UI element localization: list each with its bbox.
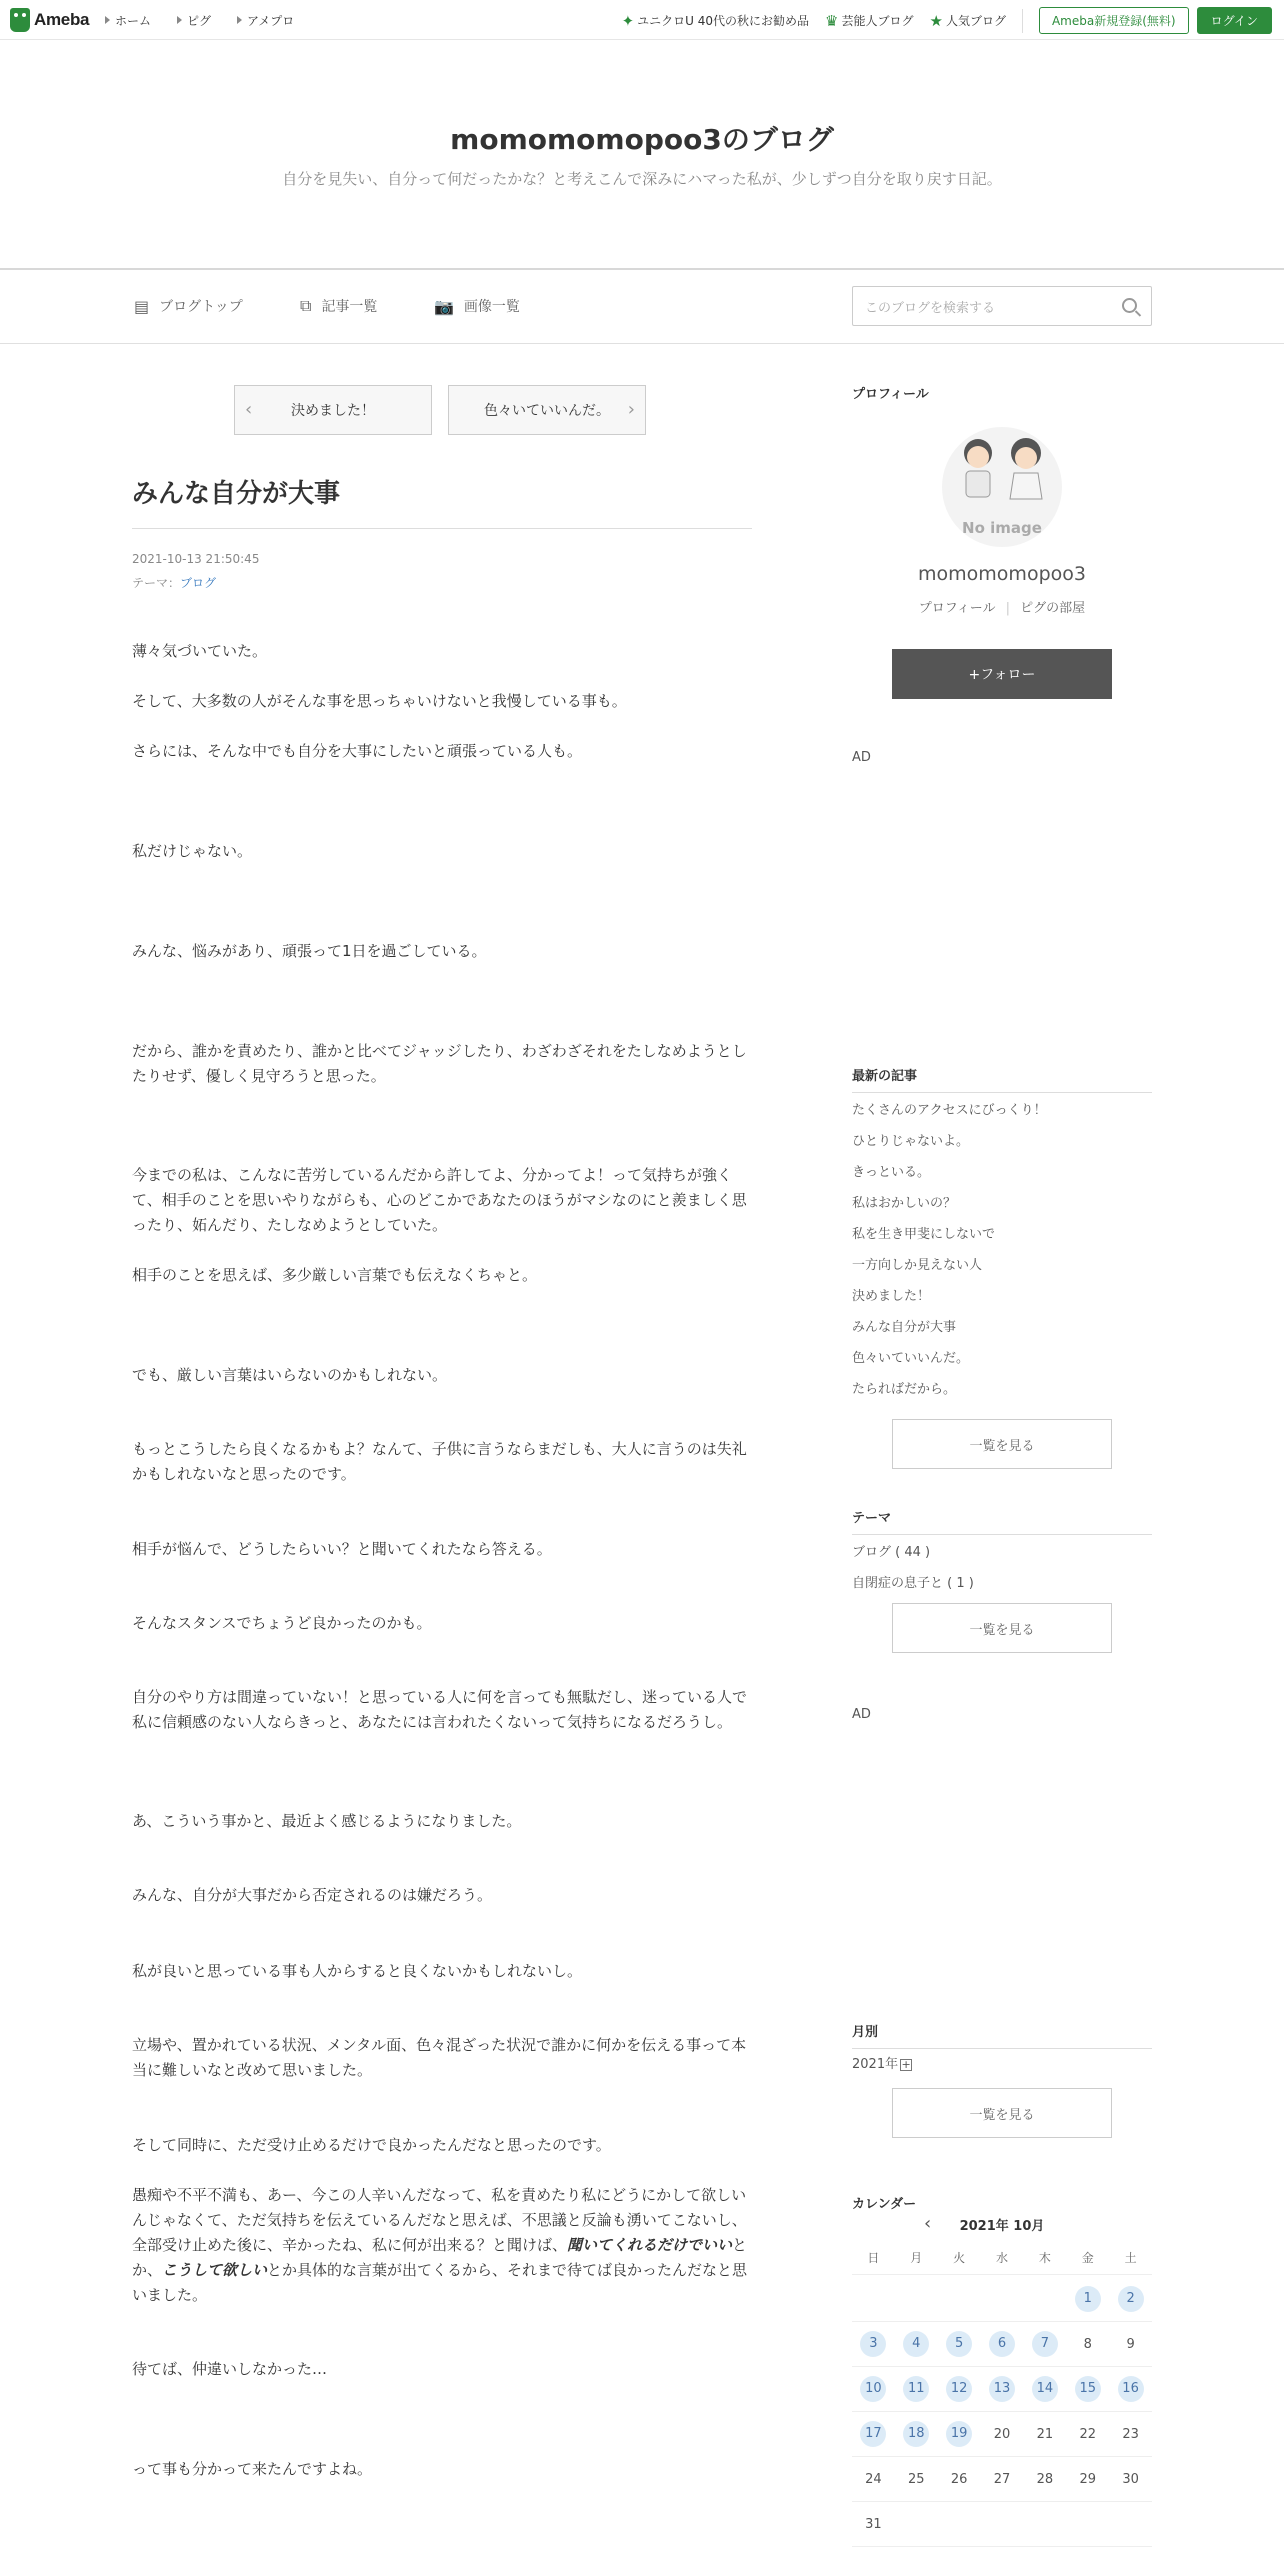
paragraph: だから、誰かを責めたり、誰かと比べてジャッジしたり、わざわざそれをたしなめようとしたりせず、優しく見守ろうと思った。 <box>132 1042 747 1085</box>
theme-link[interactable]: 自閉症の息子と ( 1 ) <box>852 1576 974 1591</box>
monthly-section <box>852 2021 1152 2138</box>
article-meta <box>132 547 259 595</box>
calendar-week <box>852 2277 1152 2322</box>
celebrity-blog-link[interactable]: ♛ 芸能人ブログ <box>825 11 914 30</box>
theme-link[interactable]: ブログ <box>180 576 217 590</box>
month-item[interactable]: 2021年 + <box>852 2057 911 2072</box>
blog-description: 自分を見失い、自分って何だったかな？と考えこんで深みにハマった私が、少しずつ自分を取り戻す日記。 <box>282 170 1002 188</box>
weekday-label: 日 <box>867 2251 880 2265</box>
global-header-right <box>606 7 1272 34</box>
recent-article-link[interactable]: みんな自分が大事 <box>852 1320 957 1335</box>
nav-image-list[interactable]: 📷 画像一覧 <box>434 296 520 316</box>
calendar-day[interactable]: 14 <box>1023 2376 1066 2402</box>
paragraph: 自分のやり方は間違っていない！と思っている人に何を言っても無駄だし、迷っている人で私に信頼感のない人ならきっと、あなたには言われたくないって気持ちになるだろうし。 <box>132 1688 748 1731</box>
popular-blog-link[interactable]: ★ 人気ブログ <box>929 11 1006 30</box>
paragraph: 今までの私は、こんなに苦労しているんだから許してよ、分かってよ！って気持ちが強くて、相手のことを思いやりながらも、心のどこかであなたのほうがマシなのにと羨ましく思ったり、妬んだり、たしなめようとしていた。 <box>132 1166 747 1234</box>
weekday-label: 火 <box>953 2251 966 2265</box>
recent-article-link[interactable]: たくさんのアクセスにびっくり！ <box>852 1103 1047 1118</box>
global-header <box>0 0 1284 40</box>
nav-article-list[interactable]: ⧉ 記事一覧 <box>300 296 378 315</box>
calendar-day[interactable]: 10 <box>852 2376 895 2402</box>
calendar-day: 21 <box>1036 2426 1054 2442</box>
camera-icon: 📷 <box>434 296 454 316</box>
weekday-label: 金 <box>1081 2251 1094 2265</box>
article-pager <box>234 385 662 435</box>
paragraph: 愚痴や不平不満も、あー、今この人辛いんだなって、私を責めたり私にどうにかして欲しいんじゃなくて、ただ気持ちを伝えているんだなと思えば、不思議と反論も湧いてこないし、全部受け止めた後に、辛かったね、私に何が出来る？と聞けば、聞いてくれるだけでいいとか、こうして欲しいとか具体的な言葉が出てくるから、それまで待てば良かったんだなと思いました。 <box>132 2186 748 2304</box>
expand-icon[interactable]: + <box>901 2057 911 2071</box>
follow-button[interactable]: +フォロー <box>892 649 1112 699</box>
calendar-day[interactable]: 7 <box>1023 2331 1066 2357</box>
article-theme: テーマ：ブログ <box>132 576 217 590</box>
chevron-right-icon: › <box>627 399 635 420</box>
paragraph: みんな、自分が大事だから否定されるのは嫌だろう。 <box>132 1886 493 1904</box>
calendar-day[interactable]: 2 <box>1109 2286 1152 2312</box>
calendar-prev-icon[interactable]: ‹ <box>924 2213 932 2234</box>
calendar-heading: カレンダー <box>852 2197 917 2212</box>
profile-heading: プロフィール <box>852 387 929 402</box>
calendar-day[interactable]: 11 <box>895 2376 938 2402</box>
calendar-day: 27 <box>993 2471 1011 2487</box>
paragraph: って事も分かって来たんですよね。 <box>132 2460 373 2478</box>
ad-label: AD <box>852 750 871 765</box>
paragraph: 立場や、置かれている状況、メンタル面、色々混ざった状況で誰かに何かを伝える事って本当に難しいなと改めて思いました。 <box>132 2036 747 2079</box>
paragraph: 相手が悩んで、どうしたらいい？と聞いてくれたなら答える。 <box>132 1540 552 1558</box>
article-date: 2021-10-13 21:50:45 <box>132 552 260 566</box>
calendar-day: 22 <box>1079 2426 1096 2442</box>
theme-more-button[interactable]: 一覧を見る <box>892 1603 1112 1653</box>
blog-title[interactable]: momomomopoo3のブログ <box>450 123 834 156</box>
copy-icon: ⧉ <box>300 296 312 315</box>
recent-list <box>852 1095 1152 1405</box>
global-nav <box>105 12 320 29</box>
calendar-weekdays <box>852 2249 1152 2275</box>
login-button[interactable]: ログイン <box>1197 7 1272 34</box>
weekday-label: 水 <box>996 2251 1009 2265</box>
nav-blog-top[interactable]: ▤ ブログトップ <box>134 296 243 316</box>
calendar-day[interactable]: 4 <box>895 2331 938 2357</box>
calendar-grid <box>852 2277 1152 2547</box>
paragraph: さらには、そんな中でも自分を大事にしたいと頑張っている人も。 <box>132 742 583 760</box>
paragraph: みんな、悩みがあり、頑張って1日を過ごしている。 <box>132 942 487 960</box>
recent-article-link[interactable]: 一方向しか見えない人 <box>852 1258 983 1273</box>
calendar <box>852 2193 1152 2532</box>
calendar-day: 8 <box>1083 2336 1092 2352</box>
calendar-day: 29 <box>1079 2471 1096 2487</box>
recent-heading: 最新の記事 <box>852 1065 1152 1093</box>
calendar-day: 30 <box>1122 2471 1139 2487</box>
calendar-day[interactable]: 16 <box>1109 2376 1152 2402</box>
divider <box>1022 9 1023 33</box>
recent-article-link[interactable]: 色々いていいんだ。 <box>852 1351 970 1366</box>
calendar-day: 23 <box>1122 2426 1139 2442</box>
paragraph: もっとこうしたら良くなるかもよ？なんて、子供に言うならまだしも、大人に言うのは失礼かもしれないなと思ったのです。 <box>132 1440 747 1483</box>
calendar-week <box>852 2412 1152 2457</box>
theme-heading: テーマ <box>852 1507 1152 1535</box>
recent-articles-section <box>852 1065 1152 1469</box>
paragraph: 私だけじゃない。 <box>132 842 253 860</box>
paragraph: そして、大多数の人がそんな事を思っちゃいけないと我慢している事も。 <box>132 692 627 710</box>
calendar-week <box>852 2457 1152 2502</box>
calendar-day[interactable]: 3 <box>852 2331 895 2357</box>
recent-more-button[interactable]: 一覧を見る <box>892 1419 1112 1469</box>
calendar-day[interactable]: 6 <box>981 2331 1024 2357</box>
paragraph: 待てば、仲違いしなかった… <box>132 2360 328 2378</box>
weekday-label: 木 <box>1038 2251 1051 2265</box>
theme-section <box>852 1507 1152 1653</box>
calendar-day: 9 <box>1126 2336 1135 2352</box>
calendar-day: 31 <box>865 2516 882 2532</box>
calendar-day[interactable]: 12 <box>938 2376 981 2402</box>
prev-article-button[interactable]: ‹ 決めました！ <box>234 385 432 435</box>
no-image-label: No image <box>962 519 1042 537</box>
blog-search-input[interactable]: このブログを検索する <box>852 286 1152 326</box>
crown-icon: ♛ <box>825 11 839 30</box>
calendar-week <box>852 2502 1152 2547</box>
paragraph: 相手のことを思えば、多少厳しい言葉でも伝えなくちゃと。 <box>132 1266 538 1284</box>
calendar-day: 28 <box>1036 2471 1054 2487</box>
ameba-logo-icon <box>10 8 30 32</box>
calendar-day[interactable]: 18 <box>895 2421 938 2447</box>
calendar-day[interactable]: 19 <box>938 2421 981 2447</box>
recent-article-link[interactable]: きっといる。 <box>852 1165 931 1180</box>
nav-home[interactable]: ホーム <box>105 12 151 29</box>
calendar-week <box>852 2322 1152 2367</box>
pig-room-link[interactable]: ピグの部屋 <box>1020 601 1086 616</box>
calendar-day: 20 <box>993 2426 1011 2442</box>
paragraph: そして同時に、ただ受け止めるだけで良かったんだなと思ったのです。 <box>132 2136 611 2154</box>
chevron-left-icon: ‹ <box>245 399 253 420</box>
calendar-day: 25 <box>908 2471 925 2487</box>
recent-article-link[interactable]: たらればだから。 <box>852 1382 957 1397</box>
paragraph: 私が良いと思っている事も人からすると良くないかもしれないし。 <box>132 1962 583 1980</box>
profile-links <box>852 597 1152 616</box>
nav-amepro[interactable]: アメプロ <box>237 12 294 29</box>
calendar-day: 24 <box>865 2471 882 2487</box>
monthly-heading: 月別 <box>852 2021 1152 2049</box>
calendar-day[interactable]: 13 <box>981 2376 1024 2402</box>
calendar-month-header: ‹ 2021年 10月 <box>924 2213 1045 2234</box>
paragraph: 薄々気づいていた。 <box>132 642 268 660</box>
search-icon[interactable] <box>1122 298 1137 313</box>
paragraph: そんなスタンスでちょうど良かったのかも。 <box>132 1614 432 1632</box>
recent-article-link[interactable]: 私を生き甲斐にしないで <box>852 1227 996 1242</box>
calendar-day[interactable]: 15 <box>1066 2376 1109 2402</box>
theme-link[interactable]: ブログ ( 44 ) <box>852 1545 931 1560</box>
calendar-day: 26 <box>950 2471 968 2487</box>
blog-nav <box>0 272 1284 344</box>
monthly-more-button[interactable]: 一覧を見る <box>892 2088 1112 2138</box>
calendar-week <box>852 2367 1152 2412</box>
promo-link[interactable]: ✦ ユニクロU 40代の秋にお勧め品 <box>621 11 810 30</box>
recent-article-link[interactable]: 私はおかしいの？ <box>852 1196 957 1211</box>
calendar-day[interactable]: 1 <box>1066 2286 1109 2312</box>
nav-pigg[interactable]: ピグ <box>177 12 211 29</box>
weekday-label: 月 <box>910 2251 923 2265</box>
next-article-button[interactable]: 色々いていいんだ。 › <box>448 385 646 435</box>
ameba-logo[interactable]: Ameba <box>10 8 89 32</box>
star-icon: ★ <box>929 11 943 30</box>
profile-link[interactable]: プロフィール <box>918 601 996 616</box>
calendar-day[interactable]: 5 <box>938 2331 981 2357</box>
recent-article-link[interactable]: ひとりじゃないよ。 <box>852 1134 970 1149</box>
sparkle-icon: ✦ <box>621 11 635 30</box>
recent-article-link[interactable]: 決めました！ <box>852 1289 931 1304</box>
calendar-day[interactable]: 17 <box>852 2421 895 2447</box>
paragraph: でも、厳しい言葉はいらないのかもしれない。 <box>132 1366 448 1384</box>
avatar[interactable] <box>942 427 1062 547</box>
weekday-label: 土 <box>1124 2251 1137 2265</box>
theme-list <box>852 1537 1152 1599</box>
article-title[interactable]: みんな自分が大事 <box>132 473 752 529</box>
ad-label: AD <box>852 1707 871 1722</box>
divider: | <box>1005 601 1011 616</box>
document-icon: ▤ <box>134 296 150 316</box>
paragraph: あ、こういう事かと、最近よく感じるようになりました。 <box>132 1812 522 1830</box>
profile-username[interactable]: momomomopoo3 <box>918 563 1086 585</box>
blog-header <box>0 40 1284 270</box>
register-button[interactable]: Ameba新規登録(無料) <box>1039 7 1189 34</box>
